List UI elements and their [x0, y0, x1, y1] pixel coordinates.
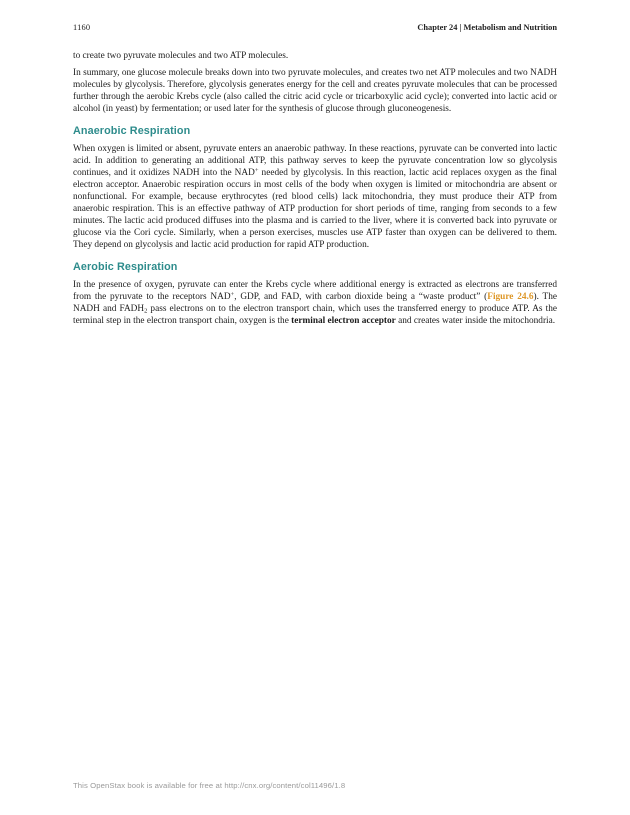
text-run: to create two pyruvate molecules and two ATP molecules.: [73, 51, 289, 61]
bold-key-term: terminal electron acceptor: [291, 316, 396, 326]
text-run: , GDP, and FAD, with carbon dioxide being a “waste product” (: [234, 292, 488, 302]
paragraph-aerobic-respiration: [73, 279, 557, 327]
text-run: In summary, one glucose molecule breaks down into two pyruvate molecules, and creates two net ATP molecules and two NADH molecules by glycolysis. Therefore, glycolysis generates energy for the cell and creates pyruvate molecules that can be processed further through the aerobic Krebs cycle (also called the citric acid cycle or tricarboxylic acid cycle); converted into lactic acid or alcohol (in yeast) by fermentation; or used later for the synthesis of glucose through gluconeogenesis.: [73, 68, 557, 114]
text-run: and creates water inside the mitochondria.: [395, 316, 556, 326]
paragraph-anaerobic-respiration: [73, 143, 557, 251]
text-run: ). The NADH and FADH: [73, 292, 558, 314]
text-run: When oxygen is limited or absent, pyruvate enters an anaerobic pathway. In these reactions, pyruvate can be converted into lactic acid. In addition to generating an additional ATP, this pathway serves to keep the pyruvate concentration low so glycolysis continues, and it oxidizes NADH into the NAD: [73, 144, 557, 178]
paragraph-glycolysis-summary: [73, 67, 557, 115]
chapter-title: Chapter 24 | Metabolism and Nutrition: [417, 23, 557, 32]
heading-anaerobic-respiration: Anaerobic Respiration: [73, 125, 191, 137]
page-number: 1160: [73, 23, 91, 32]
heading-aerobic-respiration: Aerobic Respiration: [73, 261, 178, 273]
page-content: [73, 50, 557, 332]
running-header: [73, 23, 557, 32]
text-run: needed by glycolysis. In this reaction, lactic acid replaces oxygen as the final electron acceptor. Anaerobic respiration occurs in most cells of the body when oxygen is limited or mitochondria are absent or nonfunctional. For example, because erythrocytes (red blood cells) lack mitochondria, they must produce their ATP from anaerobic respiration. This is an effective pathway of ATP production for short periods of time, ranging from seconds to a few minutes. The lactic acid produced diffuses into the plasma and is carried to the liver, where it is converted back into pyruvate or glucose via the Cori cycle. Similarly, when a person exercises, muscles use ATP faster than oxygen can be delivered to them. They depend on glycolysis and lactic acid production for rapid ATP production.: [73, 168, 557, 250]
paragraph-glycolysis-conclusion: [73, 50, 557, 62]
superscript: +: [230, 291, 235, 298]
figure-cross-reference-link[interactable]: Figure 24.6: [487, 292, 534, 302]
text-run: In the presence of oxygen, pyruvate can enter the Krebs cycle where additional energy is extracted as electrons are transferred from the pyruvate to the receptors NAD: [73, 280, 557, 302]
footer-attribution: This OpenStax book is available for free at http://cnx.org/content/col11496/1.8: [73, 781, 346, 790]
superscript: +: [254, 167, 259, 174]
page-footer: [73, 781, 345, 790]
subscript: 2: [144, 307, 148, 315]
text-run: pass electrons on to the electron transport chain, which uses the transferred energy to produce ATP. As the terminal step in the electron transport chain, oxygen is the: [73, 304, 557, 326]
